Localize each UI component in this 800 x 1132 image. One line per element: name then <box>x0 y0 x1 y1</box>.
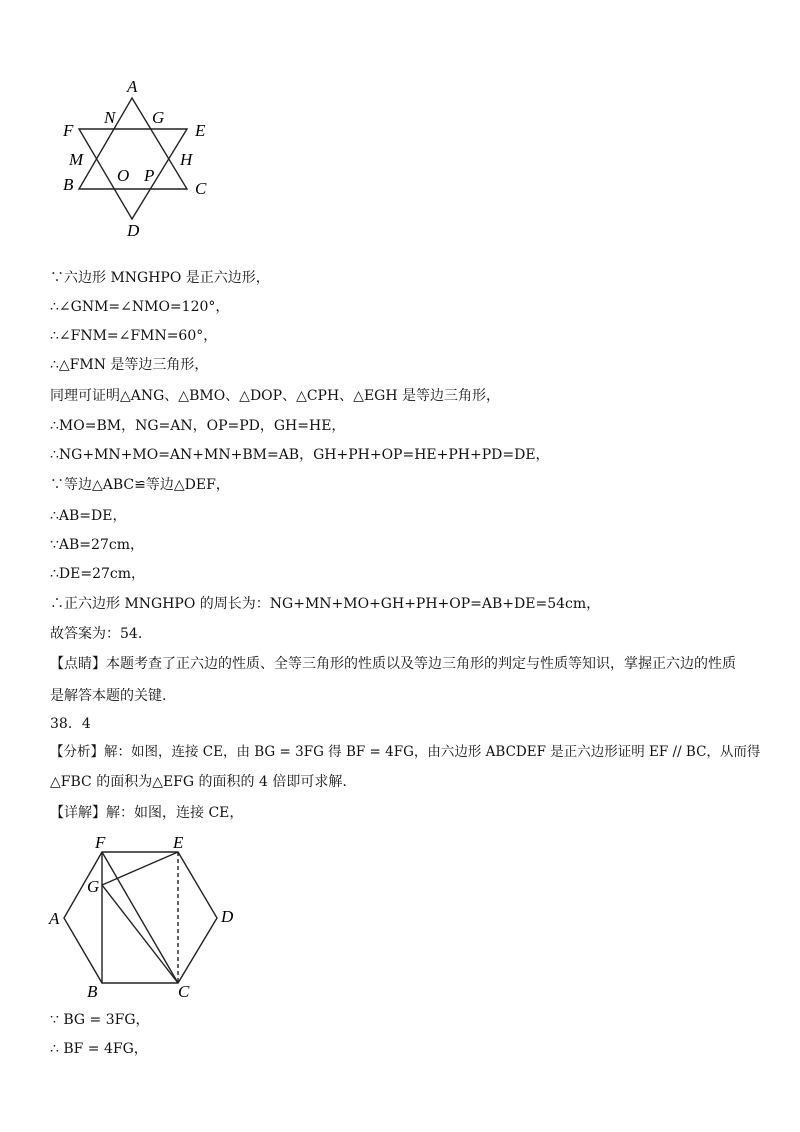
segment-fc <box>102 852 178 983</box>
bottom-line-2: ∴ BF = 4FG， <box>50 1041 148 1057</box>
triangle-def <box>79 129 187 219</box>
label-D2: D <box>221 907 234 926</box>
text-line-19: 【详解】解：如图，连接 CE， <box>50 805 244 821</box>
label-A: A <box>127 77 138 96</box>
text-line-3: ∴∠FNM=∠FMN=60°， <box>50 328 218 344</box>
label-F2: F <box>95 835 106 852</box>
text-line-16: 38．4 <box>50 716 91 732</box>
label-P: P <box>144 166 155 185</box>
text-line-12: ∴正六边形 MNGHPO 的周长为：NG+MN+MO+GH+PH+OP=AB+DE=54cm， <box>50 596 601 612</box>
segment-gc <box>102 885 178 983</box>
text-line-17: 【分析】解：如图，连接 CE，由 BG = 3FG 得 BF = 4FG，由六边形 ABCDEF 是正六边形证明 EF // BC，从而得 <box>50 744 761 760</box>
label-C2: C <box>178 982 190 1000</box>
text-line-7: ∴NG+MN+MO=AN+MN+BM=AB，GH+PH+OP=HE+PH+PD=DE， <box>50 447 550 463</box>
label-M: M <box>69 150 84 169</box>
label-E: E <box>195 121 206 140</box>
text-line-2: ∴∠GNM=∠NMO=120°， <box>50 299 230 315</box>
label-E2: E <box>173 835 184 852</box>
label-F: F <box>63 121 74 140</box>
hexagon-figure <box>45 835 245 1000</box>
label-D: D <box>127 221 140 240</box>
text-line-5: 同理可证明△ANG、△BMO、△DOP、△CPH、△EGH 是等边三角形， <box>50 388 501 404</box>
text-line-15: 是解答本题的关键. <box>50 688 167 704</box>
label-H: H <box>180 150 193 169</box>
bottom-line-1: ∵ BG = 3FG， <box>50 1012 150 1028</box>
label-A2: A <box>49 909 60 928</box>
text-line-10: ∵AB=27cm， <box>50 537 144 553</box>
text-line-1: ∵六边形 MNGHPO 是正六边形， <box>50 270 270 286</box>
text-line-11: ∴DE=27cm， <box>50 566 146 582</box>
text-line-18: △FBC 的面积为△EFG 的面积的 4 倍即可求解. <box>50 774 347 790</box>
star-figure <box>55 70 225 240</box>
text-line-13: 故答案为：54. <box>50 626 143 642</box>
label-N: N <box>104 108 116 127</box>
label-C: C <box>195 179 207 198</box>
text-line-6: ∴MO=BM，NG=AN，OP=PD，GH=HE， <box>50 418 346 434</box>
text-line-9: ∴AB=DE， <box>50 508 127 524</box>
text-line-4: ∴△FMN 是等边三角形， <box>50 357 209 373</box>
label-G2: G <box>87 877 100 896</box>
segment-ge <box>102 852 178 885</box>
text-line-14: 【点睛】本题考查了正六边的性质、全等三角形的性质以及等边三角形的判定与性质等知识，掌握正六边的性质 <box>50 656 736 672</box>
label-O: O <box>117 166 130 185</box>
label-G: G <box>152 108 165 127</box>
triangle-abc <box>79 98 187 189</box>
text-line-8: ∵等边△ABC≌等边△DEF， <box>50 477 230 493</box>
label-B2: B <box>87 982 98 1000</box>
label-B: B <box>63 175 74 194</box>
